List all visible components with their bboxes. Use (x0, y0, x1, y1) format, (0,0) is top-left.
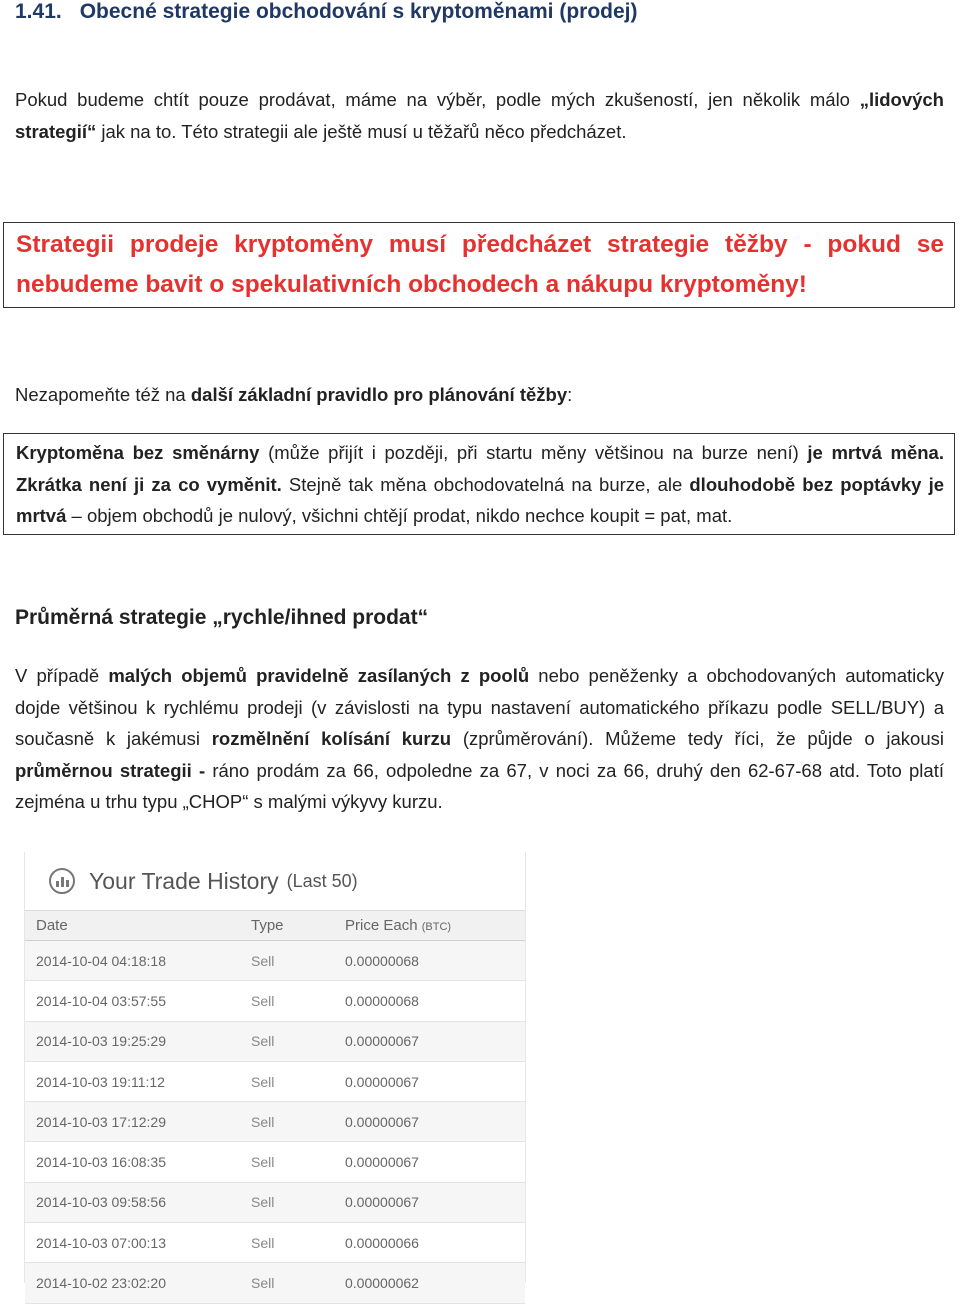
rule-text-1: (může přijít i později, při startu měny většinou na burze není) (259, 442, 808, 463)
trade-price: 0.00000062 (345, 1275, 419, 1292)
trade-date: 2014-10-03 07:00:13 (36, 1234, 166, 1251)
intro-paragraph (15, 84, 944, 147)
trade-history-subtitle: (Last 50) (286, 870, 358, 891)
trade-row (25, 1102, 525, 1142)
trade-date: 2014-10-03 19:11:12 (36, 1073, 165, 1090)
trade-row (25, 981, 525, 1021)
trade-type: Sell (251, 992, 275, 1009)
reminder-bold: další základní pravidlo pro plánování těžby (190, 384, 568, 405)
trade-row (25, 1263, 525, 1303)
reminder-suffix: : (567, 384, 573, 405)
strategy-text-1: V případě (15, 665, 109, 686)
trade-date: 2014-10-03 09:58:56 (36, 1194, 166, 1211)
trade-row (25, 1142, 525, 1182)
trade-type: Sell (251, 1073, 275, 1090)
heading-title: Obecné strategie obchodování s kryptoměnami (prodej) (79, 0, 638, 23)
strategy-text-2: nebo peněženky a obchodovaných automaticky dojde většinou k rychlému prodeji (v závislosti na typu nastavení automatického příkazu podle SELL/BUY) a současně k jakémusi (15, 665, 944, 749)
trade-history-rows (25, 941, 525, 1304)
trade-price: 0.00000066 (345, 1234, 419, 1251)
heading-number: 1.41. (15, 0, 62, 23)
trade-date: 2014-10-03 16:08:35 (36, 1154, 166, 1171)
trade-history-title: Your Trade History (89, 867, 279, 894)
rule-bold-1: Kryptoměna bez směnárny (16, 442, 260, 463)
trade-price: 0.00000067 (345, 1073, 419, 1090)
trade-history-widget (24, 852, 526, 1292)
rule-text-3: – objem obchodů je nulový, všichni chtějí prodat, nikdo nechce koupit = pat, mat. (66, 505, 733, 526)
trade-price: 0.00000067 (345, 1113, 419, 1130)
trade-price: 0.00000067 (345, 1194, 419, 1211)
trade-date: 2014-10-04 03:57:55 (36, 992, 166, 1009)
strategy-paragraph (15, 660, 944, 818)
strategy-text-4: ráno prodám za 66, odpoledne za 67, v noci za 66, druhý den 62-67-68 atd. Toto platí zejména u trhu typu „CHOP“ s malými výkyvy kurzu. (15, 759, 944, 812)
trade-type: Sell (251, 952, 275, 969)
trade-type: Sell (251, 1113, 275, 1130)
strategy-heading: Průměrná strategie „rychle/ihned prodat“ (15, 606, 429, 629)
intro-bold: „lidových strategií“ (15, 89, 944, 142)
trade-row (25, 941, 525, 981)
rule-bold-3: dlouhodobě bez poptávky je mrtvá (16, 473, 944, 526)
trade-type: Sell (251, 1033, 275, 1050)
warning-text: Strategii prodeje kryptoměny musí předcházet strategie těžby - pokud se nebudeme bavit o spekulativních obchodech a nákupu kryptoměny! (16, 231, 944, 298)
trade-history-header (25, 911, 525, 941)
intro-text-2: jak na to. Této strategii ale ještě musí u těžařů něco předcházet. (96, 120, 627, 142)
warning-box (3, 222, 955, 308)
trade-date: 2014-10-03 19:25:29 (36, 1033, 166, 1050)
rule-text (16, 434, 944, 532)
strategy-bold-1: malých objemů pravidelně zasílaných z poolů (108, 665, 530, 686)
column-header-price[interactable] (345, 917, 525, 934)
reminder-paragraph (15, 379, 944, 411)
strategy-text-3: (zprůměrování). Můžeme tedy říci, že půjde o jakousi (451, 728, 944, 749)
rule-text-2: Stejně tak měna obchodovatelná na burze, ale (281, 473, 690, 495)
trade-date: 2014-10-02 23:02:20 (36, 1275, 166, 1292)
column-header-type[interactable]: Type (251, 917, 284, 934)
trade-date: 2014-10-04 04:18:18 (36, 952, 166, 969)
rule-bold-2: je mrtvá měna. Zkrátka není ji za co vyměnit. (16, 442, 944, 495)
trade-history-title-bar (25, 852, 525, 911)
strategy-bold-2: rozmělnění kolísání kurzu (211, 728, 452, 749)
trade-row (25, 1223, 525, 1263)
section-heading (15, 0, 638, 24)
price-header-label: Price Each (345, 917, 418, 934)
trade-row (25, 1062, 525, 1102)
trade-row (25, 1022, 525, 1062)
strategy-bold-3: průměrnou strategii - (15, 759, 206, 781)
intro-text-1: Pokud budeme chtít pouze prodávat, máme na výběr, podle mých zkušeností, jen několik málo (15, 89, 860, 110)
trade-type: Sell (251, 1194, 275, 1211)
trade-date: 2014-10-03 17:12:29 (36, 1113, 166, 1130)
trade-price: 0.00000067 (345, 1154, 419, 1171)
trade-price: 0.00000068 (345, 992, 419, 1009)
column-header-date[interactable]: Date (36, 917, 68, 934)
trade-row (25, 1183, 525, 1223)
trade-type: Sell (251, 1275, 275, 1292)
trade-type: Sell (251, 1234, 275, 1251)
price-header-unit: (BTC) (421, 921, 452, 933)
rule-box (3, 433, 955, 535)
trade-price: 0.00000067 (345, 1033, 419, 1050)
trade-price: 0.00000068 (345, 952, 419, 969)
bar-chart-icon (49, 868, 75, 894)
reminder-prefix: Nezapomeňte též na (15, 384, 191, 405)
trade-type: Sell (251, 1154, 275, 1171)
